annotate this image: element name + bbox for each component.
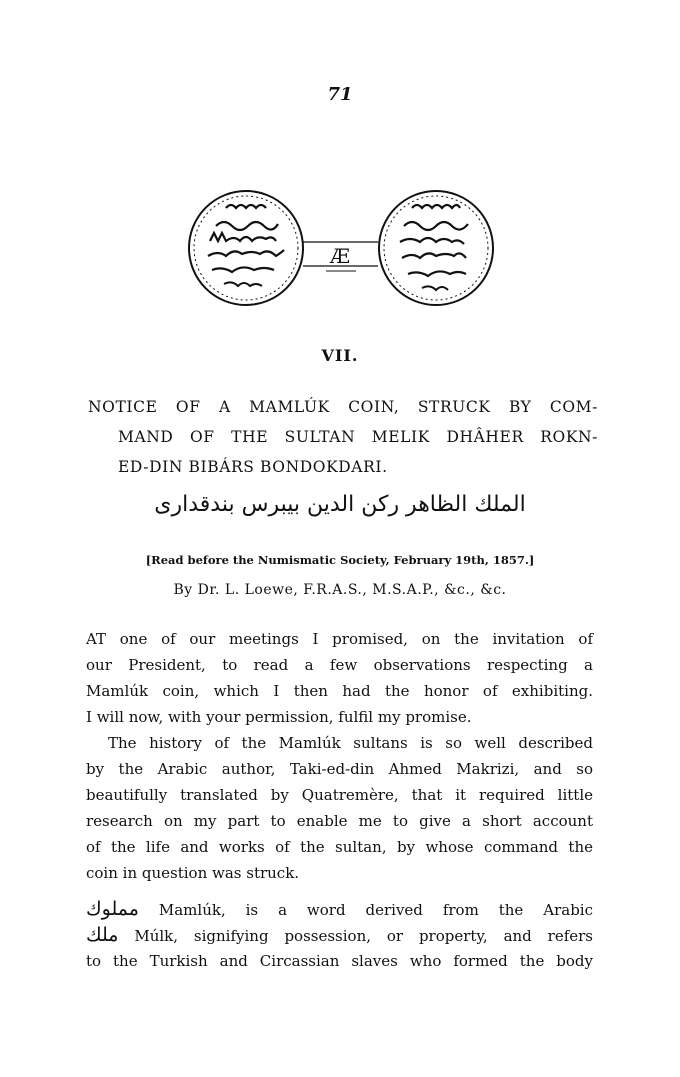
- section-number: VII.: [321, 346, 359, 365]
- body-line: of the life and works of the sultan, by whose command the: [86, 838, 593, 856]
- body-line-text: Mamlúk, is a word derived from the Arabic: [138, 901, 593, 919]
- body-line: coin in question was struck.: [86, 864, 300, 882]
- body-line: by the Arabic author, Taki-ed-din Ahmed Makrizi, and so: [86, 760, 593, 778]
- arabic-title: الملك الظاهر ركن الدين بيبرس بندقداری: [154, 492, 526, 517]
- title-line-3: ED-DIN BIBÁRS BONDOKDARI.: [118, 458, 388, 476]
- body-line: The history of the Mamlúk sultans is so well described: [108, 734, 593, 752]
- body-line-text: Múlk, signifying possession, or property, and refers: [118, 927, 593, 945]
- arabic-word-mulk: ملك: [86, 924, 119, 946]
- body-line-arabic-1: [86, 896, 593, 922]
- body-line: to the Turkish and Circassian slaves who formed the body: [86, 952, 593, 970]
- title-line-1: NOTICE OF A MAMLÚK COIN, STRUCK BY COM-: [88, 398, 598, 416]
- mamluk-coin-obverse-reverse-icon: [186, 186, 496, 310]
- coin-reverse-icon: [379, 191, 493, 305]
- body-line: I will now, with your permission, fulfil my promise.: [86, 708, 472, 726]
- article-title: [88, 392, 598, 482]
- coin-obverse-icon: [189, 191, 303, 305]
- article-body: [86, 626, 593, 974]
- arabic-word-mamluk: مملوك: [86, 898, 139, 920]
- read-note: [Read before the Numismatic Society, February 19th, 1857.]: [145, 553, 535, 567]
- body-line: AT one of our meetings I promised, on the invitation of: [86, 630, 593, 648]
- author-byline: By Dr. L. Loewe, F.R.A.S., M.S.A.P., &c., &c.: [173, 582, 507, 598]
- body-line: beautifully translated by Quatremère, that it required little: [86, 786, 593, 804]
- page-number: 71: [327, 84, 353, 105]
- body-line-arabic-2: [86, 922, 593, 948]
- coin-figure: [186, 186, 496, 310]
- body-line: our President, to read a few observations respecting a: [86, 656, 593, 674]
- body-line: research on my part to enable me to give a short account: [86, 812, 593, 830]
- title-line-2: MAND OF THE SULTAN MELIK DHÂHER ROKN-: [118, 428, 598, 446]
- body-line: Mamlúk coin, which I then had the honor of exhibiting.: [86, 682, 593, 700]
- metal-label: Æ: [329, 244, 351, 268]
